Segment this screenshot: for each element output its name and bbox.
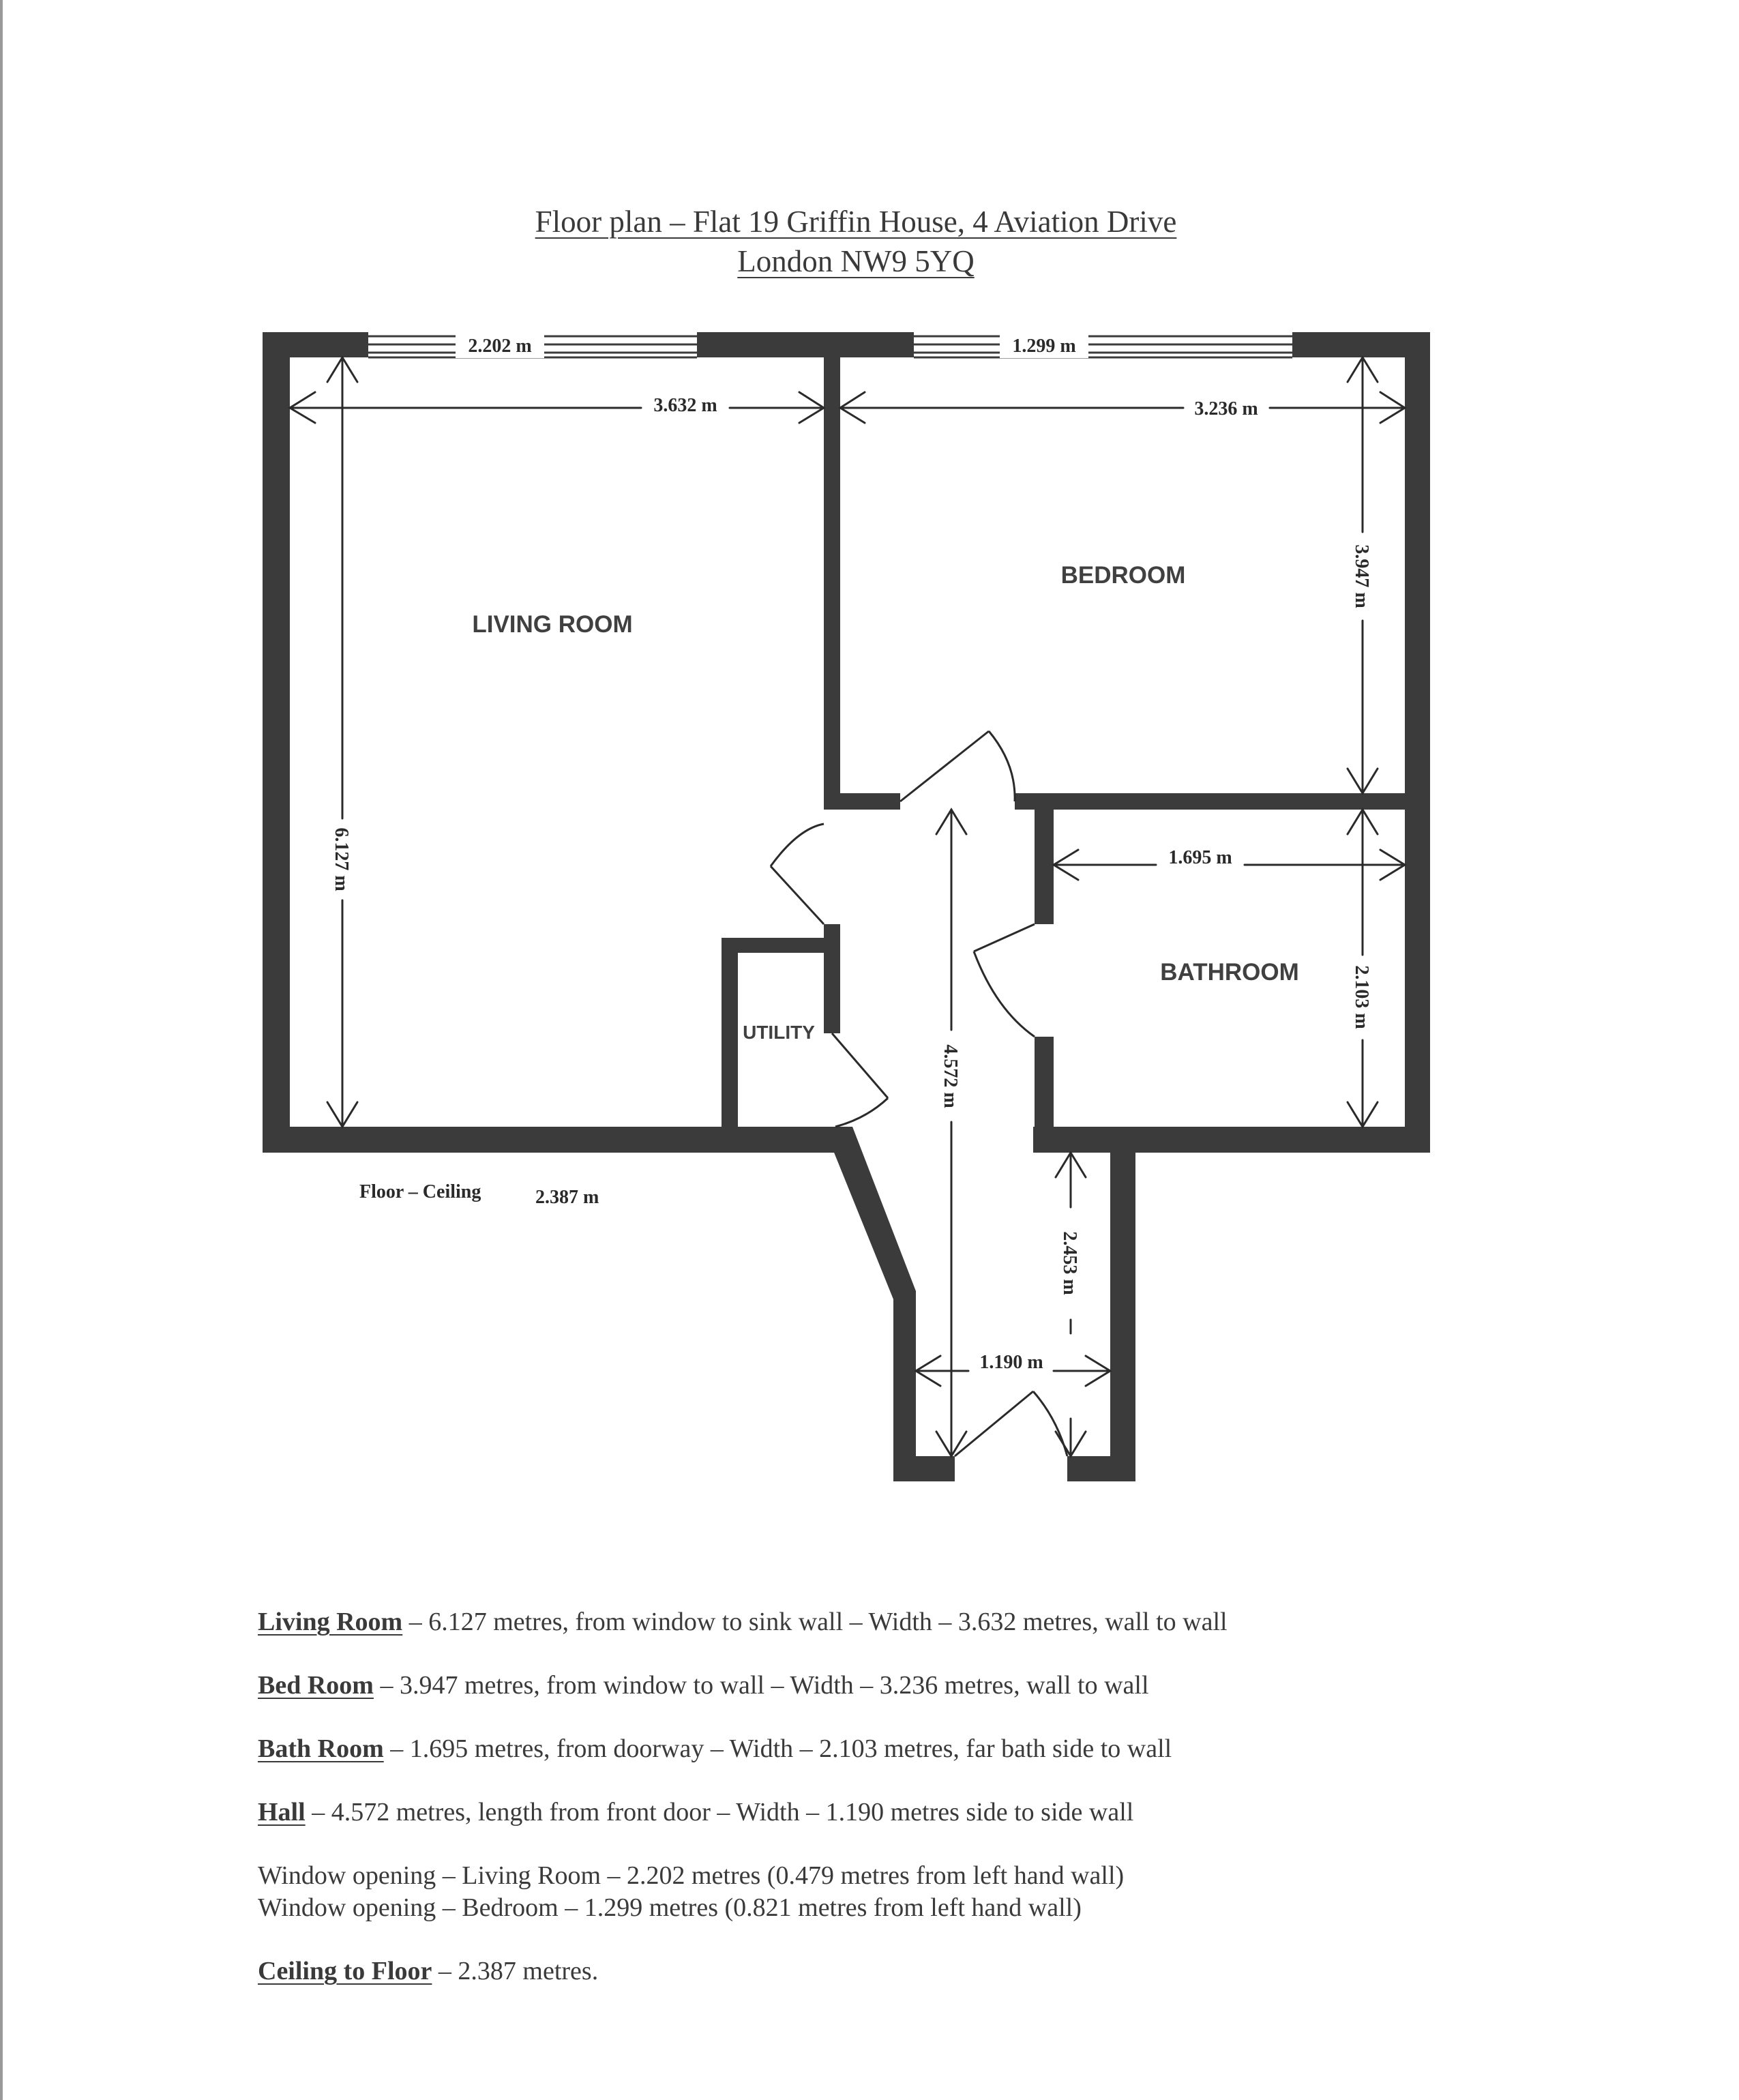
- wall-hall-bottom-right: [1067, 1456, 1135, 1481]
- dim-bedroom-width: 3.236 m: [1194, 398, 1258, 419]
- note-label: Ceiling to Floor: [258, 1957, 432, 1985]
- note-ceiling: [258, 1955, 1622, 1987]
- dimension-lines: [290, 357, 1405, 1456]
- note-hall: [258, 1796, 1622, 1829]
- doors: [771, 731, 1067, 1456]
- dim-living-width: 3.632 m: [653, 395, 717, 416]
- door-bedroom: [900, 731, 1015, 801]
- note-label: Bed Room: [258, 1671, 374, 1700]
- room-label-bedroom: BEDROOM: [1060, 562, 1186, 589]
- wall-utility-left: [722, 938, 738, 1142]
- door-front: [955, 1391, 1067, 1456]
- door-bathroom: [974, 924, 1035, 1037]
- wall-bottom-left: [263, 1127, 839, 1153]
- dim-entrance-length: 2.453 m: [1059, 1231, 1080, 1295]
- title-line-1: Floor plan – Flat 19 Griffin House, 4 Aviation Drive: [535, 205, 1177, 239]
- wall-bottom-right: [1033, 1127, 1430, 1153]
- wall-partition-living-bedroom: [824, 332, 840, 810]
- wall-hall-right: [1110, 1127, 1135, 1481]
- dim-living-depth: 6.127 m: [331, 827, 352, 891]
- note-window-living: Window opening – Living Room – 2.202 metres (0.479 metres from left hand wall): [258, 1861, 1125, 1890]
- note-text: – 1.695 metres, from doorway – Width – 2.103 metres, far bath side to wall: [383, 1734, 1172, 1763]
- wall-bedroom-bottom-left: [824, 793, 900, 810]
- dim-living-window: 2.202 m: [468, 336, 532, 357]
- wall-hall-angled: [824, 1127, 916, 1481]
- wall-hall-bottom-left: [893, 1456, 955, 1481]
- wall-bathroom-left-upper: [1035, 805, 1054, 924]
- note-bath-room: [258, 1733, 1622, 1765]
- note-text: – 6.127 metres, from window to sink wall – Width – 3.632 metres, wall to wall: [402, 1608, 1228, 1636]
- title-line-2: London NW9 5YQ: [737, 244, 975, 278]
- note-label: Living Room: [258, 1608, 403, 1636]
- window-bedroom: [914, 336, 1292, 357]
- door-utility: [832, 1033, 888, 1127]
- note-text: – 3.947 metres, from window to wall – Width – 3.236 metres, wall to wall: [373, 1671, 1149, 1700]
- room-label-living: LIVING ROOM: [472, 611, 633, 638]
- floor-ceiling-value: 2.387 m: [535, 1187, 599, 1208]
- note-text: – 4.572 metres, length from front door – Width – 1.190 metres side to side wall: [305, 1798, 1134, 1827]
- room-notes: [258, 1606, 1622, 2019]
- note-window-bedroom: Window opening – Bedroom – 1.299 metres (0.821 metres from left hand wall): [258, 1893, 1082, 1922]
- dim-bathroom-width: 1.695 m: [1168, 847, 1232, 868]
- floor-ceiling-label: Floor – Ceiling: [359, 1181, 481, 1202]
- door-living-room: [771, 824, 824, 924]
- wall-bedroom-bottom-right: [1015, 793, 1430, 810]
- wall-utility-top: [722, 938, 840, 953]
- wall-left: [263, 332, 290, 1153]
- note-label: Hall: [258, 1798, 306, 1827]
- wall-bathroom-left-lower: [1035, 1037, 1054, 1153]
- wall-right: [1405, 332, 1430, 1153]
- room-label-utility: UTILITY: [743, 1022, 815, 1043]
- note-text: – 2.387 metres.: [432, 1957, 599, 1985]
- room-label-bathroom: BATHROOM: [1160, 959, 1299, 986]
- dim-bedroom-depth: 3.947 m: [1351, 544, 1372, 608]
- note-bed-room: [258, 1670, 1622, 1702]
- dim-hall-width: 1.190 m: [979, 1352, 1043, 1373]
- note-living-room: [258, 1606, 1622, 1638]
- dim-hall-length: 4.572 m: [940, 1044, 961, 1108]
- walls: [263, 332, 1430, 1481]
- dim-bathroom-depth: 2.103 m: [1351, 965, 1372, 1029]
- note-label: Bath Room: [258, 1734, 384, 1763]
- dim-bedroom-window: 1.299 m: [1012, 336, 1076, 357]
- wall-top-middle: [697, 332, 914, 357]
